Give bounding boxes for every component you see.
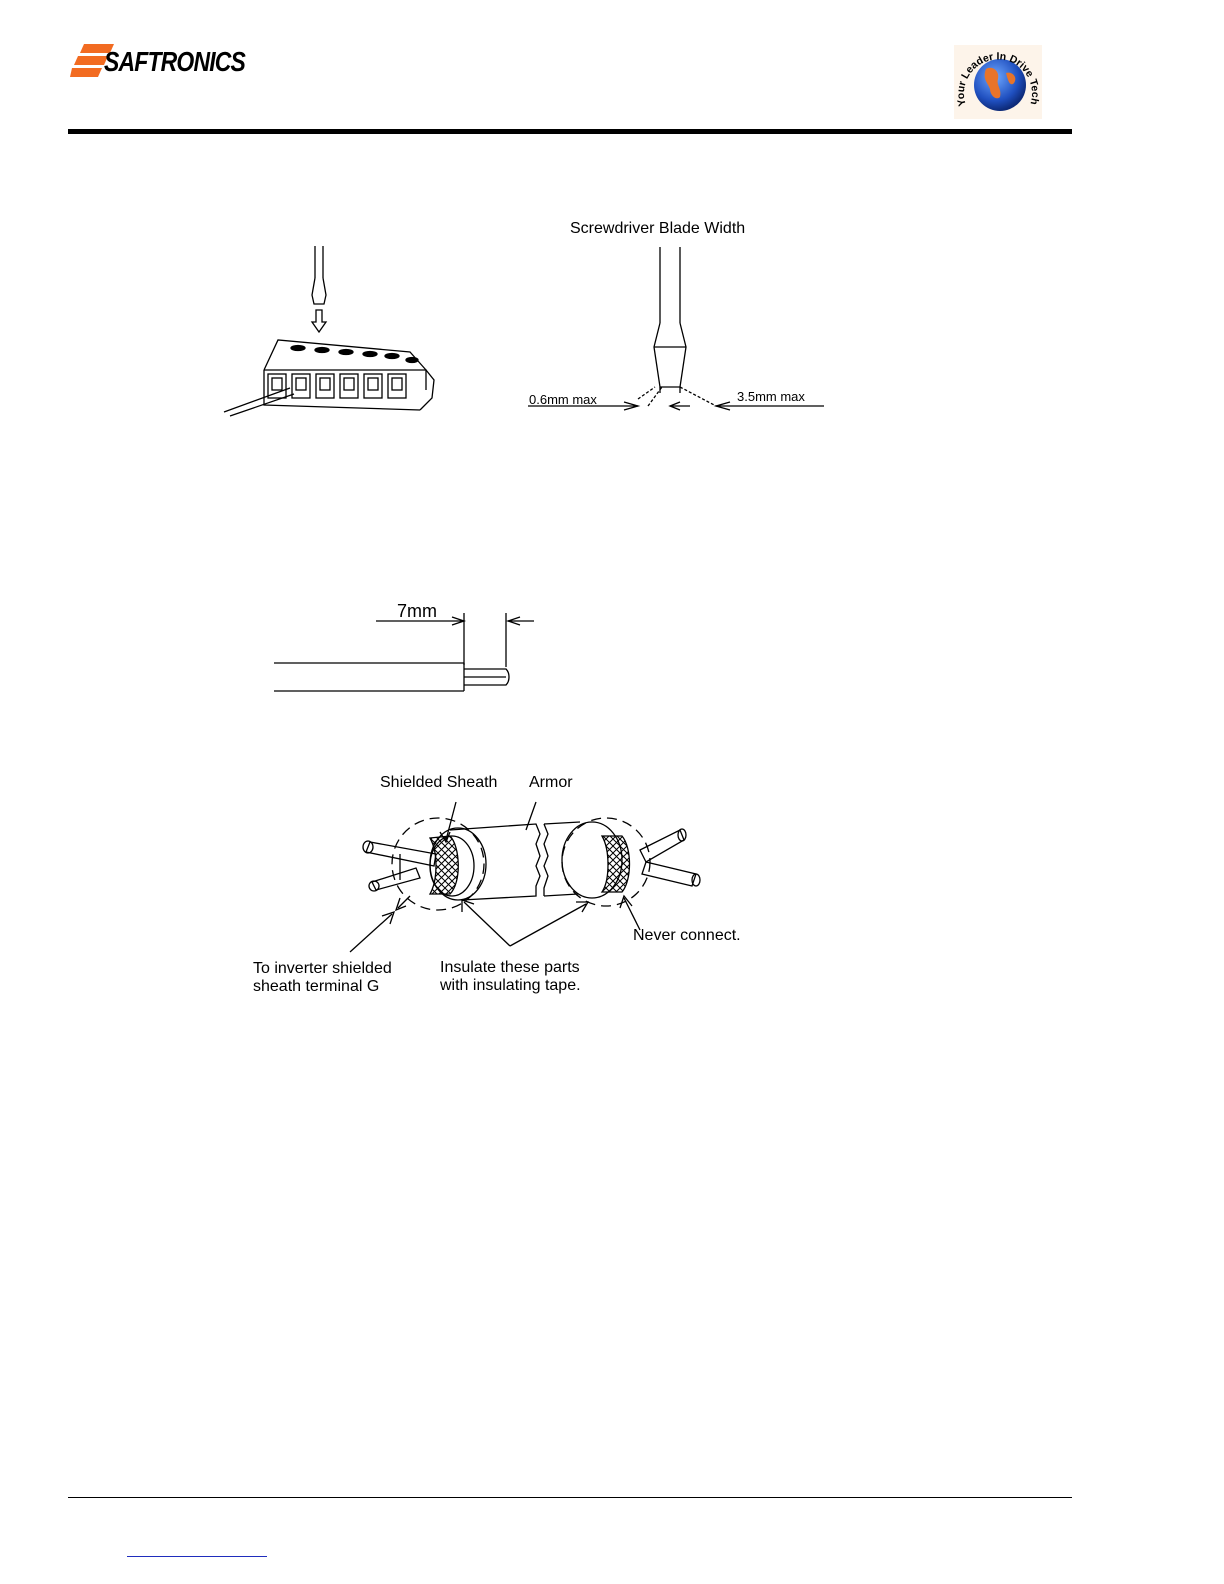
armor-label: Armor <box>529 774 573 791</box>
badge-text: Your Leader In Drive Technology <box>948 34 1042 108</box>
globe-badge <box>948 34 1044 121</box>
to-inverter-label-line2: sheath terminal G <box>253 978 380 995</box>
insulate-label-line1: Insulate these parts <box>440 959 580 976</box>
footer-link-underline[interactable] <box>127 1556 267 1557</box>
never-connect-label: Never connect. <box>633 927 741 944</box>
terminal-block-figure <box>220 240 470 425</box>
logo-text: SAFTRONICS <box>104 46 246 77</box>
strip-length-label: 7mm <box>397 601 437 621</box>
saftronics-logo <box>70 44 246 80</box>
to-inverter-label-line1: To inverter shielded <box>253 960 392 977</box>
thickness-label: 0.6mm max <box>529 392 597 407</box>
header-rule <box>68 129 1072 134</box>
insulate-label-line2: with insulating tape. <box>440 977 581 994</box>
width-label: 3.5mm max <box>737 389 805 404</box>
shielded-sheath-label: Shielded Sheath <box>380 774 498 791</box>
blade-width-title: Screwdriver Blade Width <box>570 220 746 237</box>
wire-strip-figure <box>270 605 540 695</box>
footer-rule <box>68 1497 1072 1498</box>
